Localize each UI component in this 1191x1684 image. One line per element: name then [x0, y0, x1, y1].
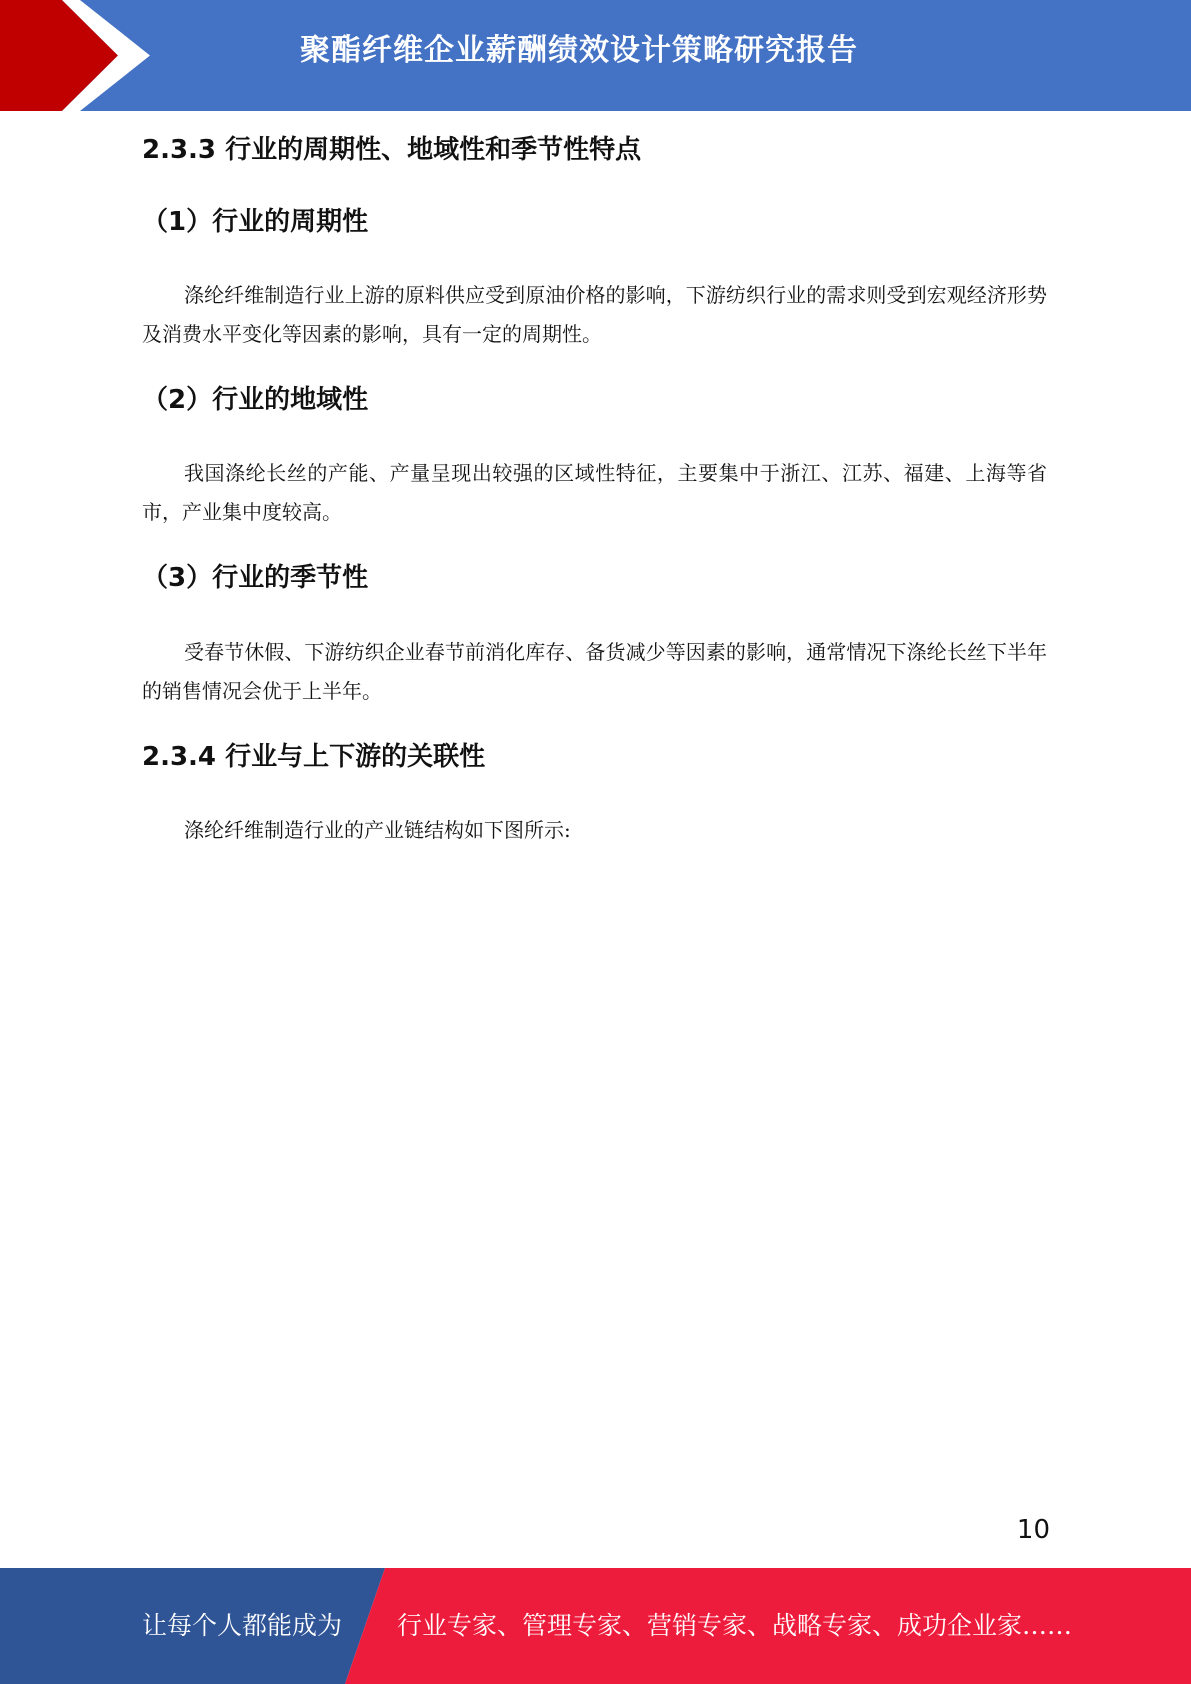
paragraph: 涤纶纤维制造行业的产业链结构如下图所示: — [184, 818, 571, 842]
subsection-seasonality — [142, 558, 1047, 598]
report-title: 聚酯纤维企业薪酬绩效设计策略研究报告 — [300, 33, 858, 68]
subsection-heading: （3）行业的季节性 — [142, 563, 369, 593]
paragraph-seasonality — [142, 633, 1047, 711]
section-2-3-4 — [142, 737, 1047, 777]
section-2-3-3 — [142, 130, 1047, 170]
header-chevron-icon — [0, 0, 160, 111]
subsection-cyclicality — [142, 202, 1047, 242]
paragraph: 涤纶纤维制造行业上游的原料供应受到原油价格的影响，下游纺织行业的需求则受到宏观经济形势及消费水平变化等因素的影响，具有一定的周期性。 — [142, 283, 1047, 346]
subsection-heading: （2）行业的地域性 — [142, 385, 369, 415]
page-number: 10 — [1016, 1515, 1050, 1545]
paragraph-cyclicality — [142, 276, 1047, 354]
paragraph: 受春节休假、下游纺织企业春节前消化库存、备货减少等因素的影响，通常情况下涤纶长丝下半年的销售情况会优于上半年。 — [142, 640, 1047, 703]
section-heading: 2.3.3 行业的周期性、地域性和季节性特点 — [142, 135, 642, 165]
subsection-regionality — [142, 380, 1047, 420]
report-footer — [0, 1568, 1191, 1684]
section-heading: 2.3.4 行业与上下游的关联性 — [142, 742, 486, 772]
footer-slogan-left: 让每个人都能成为 — [142, 1611, 343, 1640]
paragraph-regionality — [142, 454, 1047, 532]
paragraph: 我国涤纶长丝的产能、产量呈现出较强的区域性特征，主要集中于浙江、江苏、福建、上海等省市，产业集中度较高。 — [142, 461, 1047, 524]
paragraph-industry-chain — [142, 811, 1047, 850]
subsection-heading: （1）行业的周期性 — [142, 207, 369, 237]
report-header — [0, 0, 1191, 111]
footer-slogan-right: 行业专家、管理专家、营销专家、战略专家、成功企业家…… — [397, 1611, 1073, 1640]
